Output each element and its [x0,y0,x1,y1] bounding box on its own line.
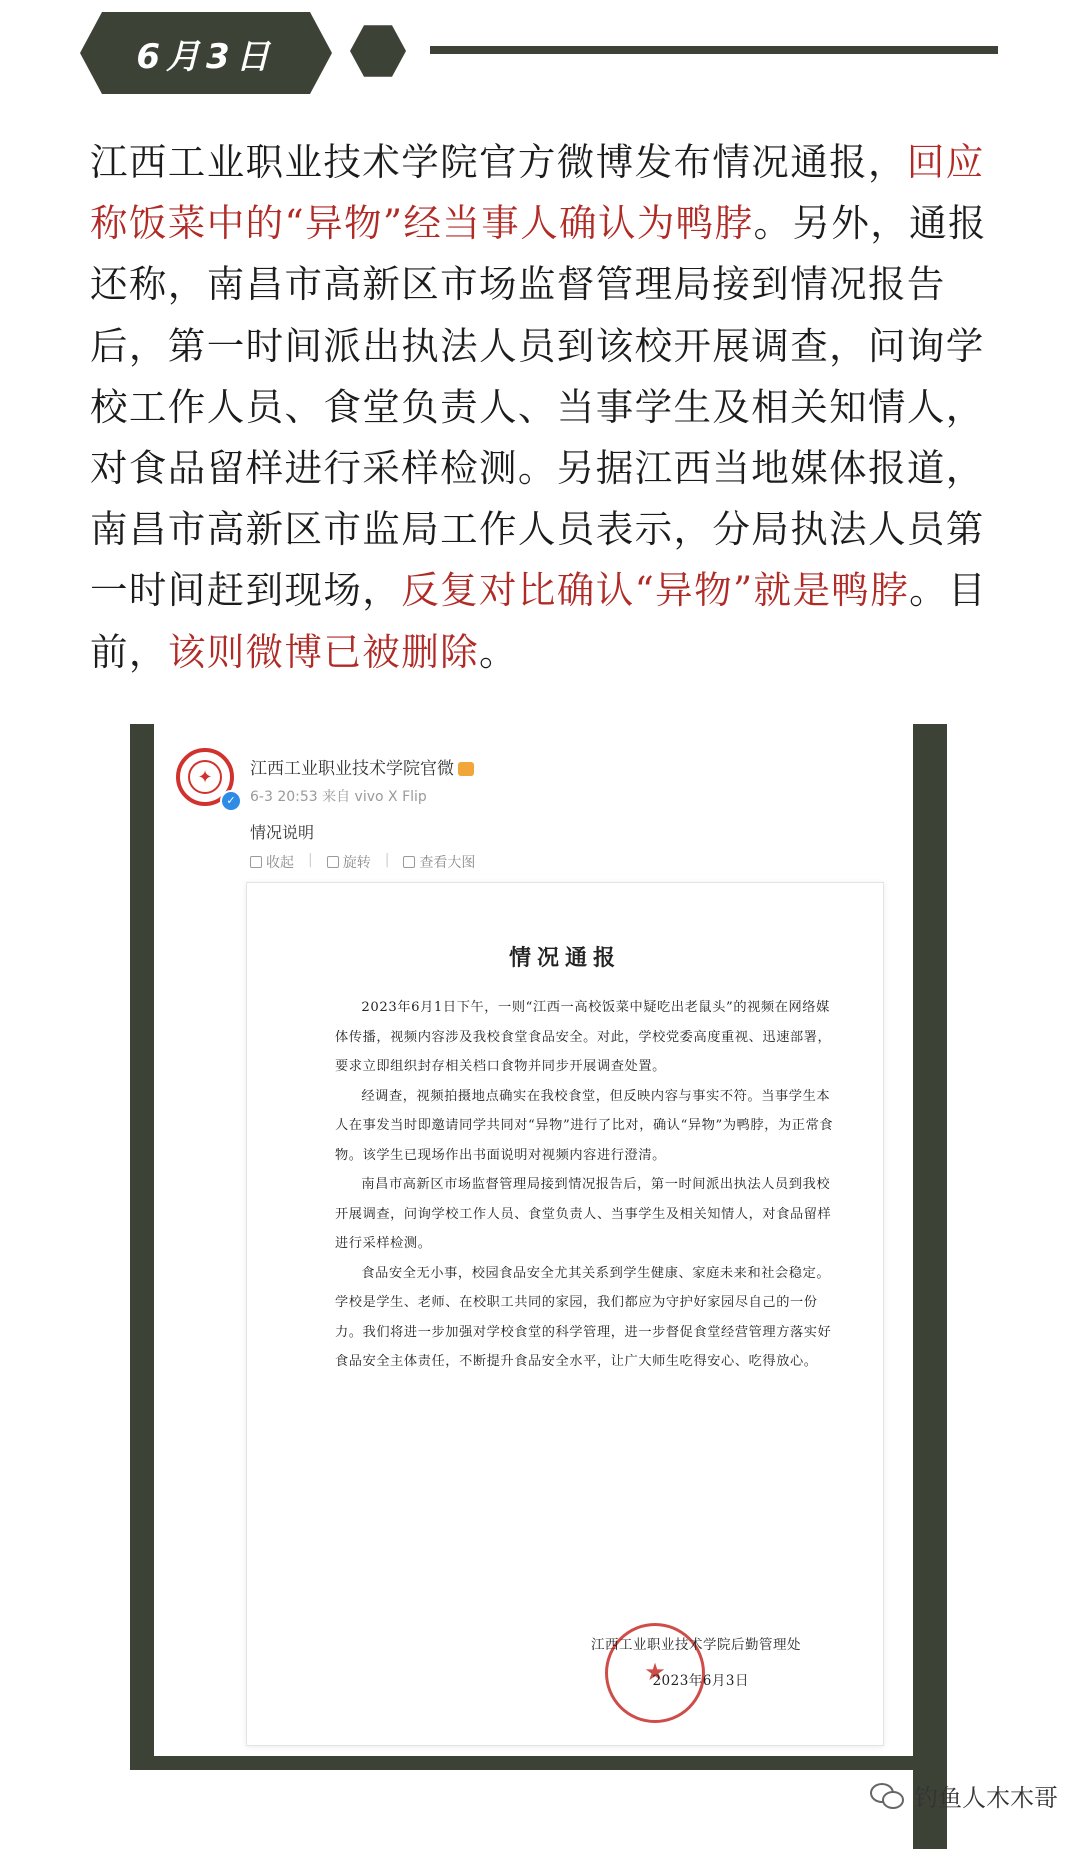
notice-document[interactable] [246,882,884,1746]
header-hexagon [350,23,406,79]
vip-crown-icon [458,762,474,776]
article-segment: 江西工业职业技术学院官方微博发布情况通报， [90,140,907,184]
article-segment: 。另外，通报还称，南昌市高新区市场监督管理局接到情况报告后，第一时间派出执法人员到该校开展调查，问询学校工作人员、食堂负责人、当事学生及相关知情人，对食品留样进行采样检测。另据江西当地媒体报道，南昌市高新区市监局工作人员表示，分局执法人员第一时间赶到现场， [90,201,987,613]
notice-paragraph: 2023年6月1日下午，一则“江西一高校饭菜中疑吃出老鼠头”的视频在网络媒体传播，视频内容涉及我校食堂食品安全。对此，学校党委高度重视、迅速部署，要求立即组织封存相关档口食物并同步开展调查处置。 [335,1000,832,1074]
seal-star-icon: ★ [644,1658,666,1686]
weibo-screenshot [154,734,913,1756]
verified-icon: ✓ [220,790,242,812]
action-separator: | [384,852,390,868]
zoom-icon [403,856,415,868]
notice-title: 情况通报 [508,945,621,971]
notice-body [335,993,839,1377]
article-paragraph [90,132,1020,683]
notice-paragraph: 南昌市高新区市场监督管理局接到情况报告后，第一时间派出执法人员到我校开展调查，问询学校工作人员、食堂负责人、当事学生及相关知情人，对食品留样进行采样检测。 [335,1177,832,1251]
notice-paragraph: 食品安全无小事，校园食品安全尤其关系到学生健康、家庭未来和社会稳定。学校是学生、老师、在校职工共同的家园，我们都应为守护好家园尽自己的一份力。我们将进一步加强对学校食堂的科学管理，进一步督促食堂经营管理方落实好食品安全主体责任，不断提升食品安全水平，让广大师生吃得安心、吃得放心。 [335,1265,832,1369]
notice-date: 2023年6月3日 [652,1673,749,1689]
action-separator: | [308,852,313,868]
frame-left [130,724,154,1756]
post-text: 情况说明 [250,823,315,842]
rotate-label: 旋转 [342,855,371,871]
wechat-icon [870,1781,906,1811]
watermark [870,1778,1058,1813]
notice-paragraph: 经调查，视频拍摄地点确实在我校食堂，但反映内容与事实不符。当事学生本人在事发当时即邀请同学共同对“异物”进行了比对，确认“异物”为鸭脖，为正常食物。该学生已现场作出书面说明对视频内容进行澄清。 [335,1088,834,1163]
account-name[interactable] [250,754,474,779]
article-highlight: 该则微博已被删除 [167,629,480,674]
collect-label: 收起 [266,855,294,871]
frame-right [913,724,947,1849]
article-highlight: 反复对比确认“异物”就是鸭脖 [401,568,910,613]
post-meta: 6-3 20:53 来自 vivo X Flip [250,789,427,805]
article-segment: 。目前， [90,568,987,674]
logo-emblem-icon: ✦ [188,760,222,794]
collapse-icon [250,856,262,868]
article-highlight: 回应称饭菜中的“异物”经当事人确认为鸭脖 [90,140,985,246]
view-large-button[interactable] [403,852,475,872]
collect-button[interactable] [250,852,294,872]
date-label: 6月3日 [136,36,276,77]
header-divider [430,46,998,54]
rotate-icon [327,856,339,868]
article-segment: 。 [479,629,518,674]
view-large-label: 查看大图 [419,855,476,871]
frame-bottom [130,1756,947,1770]
rotate-button[interactable] [327,852,371,872]
account-name-text: 江西工业职业技术学院官微 [250,759,454,779]
post-actions [250,852,475,872]
notice-signature: 江西工业职业技术学院后勤管理处 [591,1637,801,1653]
watermark-text: 钓鱼人木木哥 [914,1784,1058,1812]
